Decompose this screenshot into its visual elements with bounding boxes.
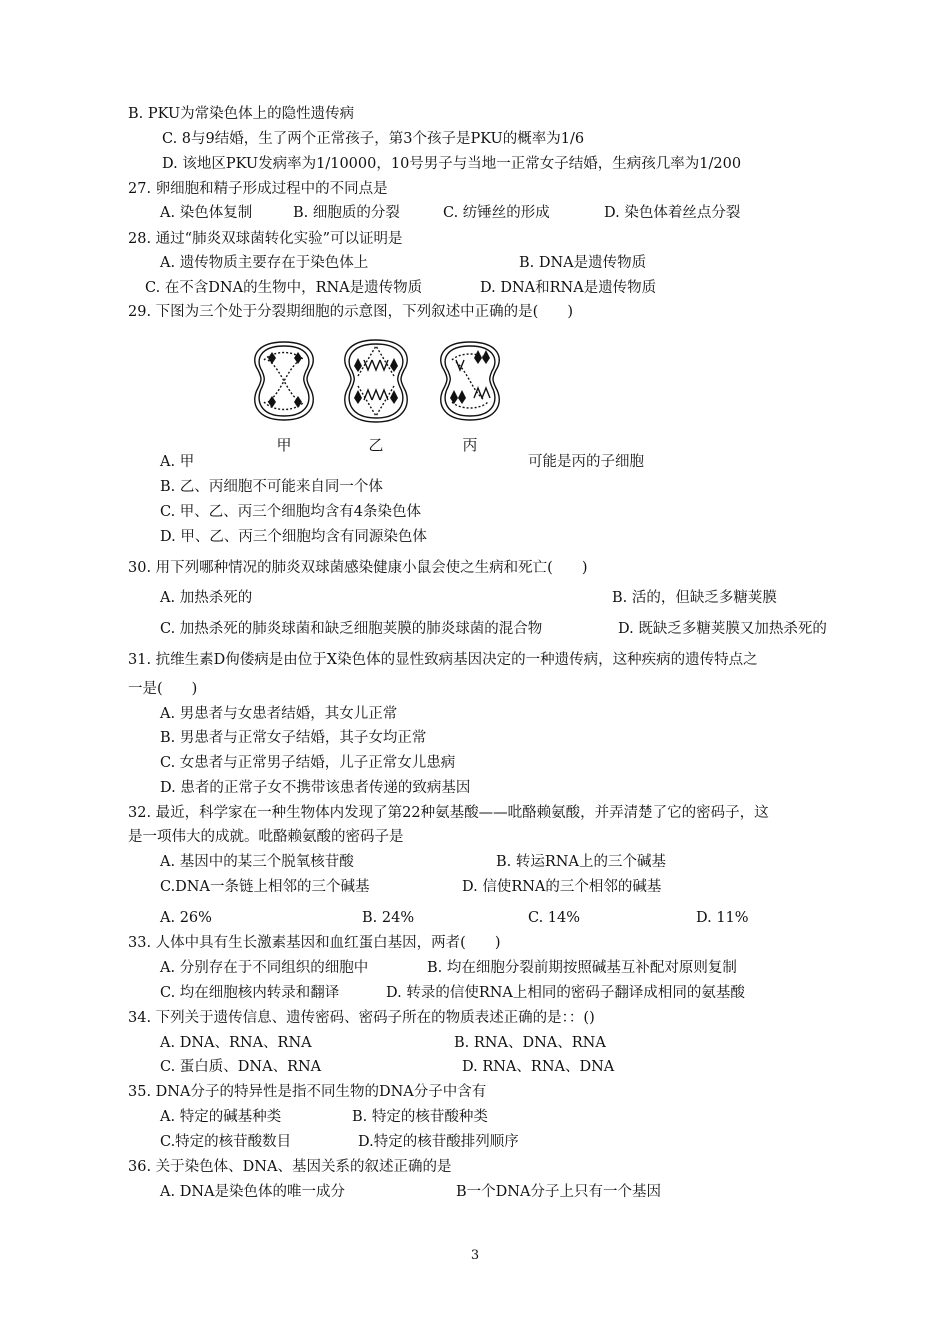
- q31-option-b: B. 男患者与正常女子结婚，其子女均正常: [160, 730, 427, 746]
- page-number: 3: [470, 1248, 480, 1263]
- q32-option-b: B. 转运RNA上的三个碱基: [496, 854, 666, 870]
- q33-option-a: A. 分别存在于不同组织的细胞中: [160, 960, 369, 976]
- q29-option-b: B. 乙、丙细胞不可能来自同一个体: [160, 479, 383, 495]
- cell-bing: [441, 342, 500, 420]
- q31-stem-line1: 31. 抗维生素D佝偻病是由位于X染色体的显性致病基因决定的一种遗传病，这种疾病的遗传特点之: [128, 652, 758, 668]
- q29-option-a-right: 可能是丙的子细胞: [528, 454, 644, 470]
- q35-option-a: A. 特定的碱基种类: [160, 1109, 282, 1125]
- q26-option-b: B. PKU为常染色体上的隐性遗传病: [128, 106, 355, 122]
- q27-option-c: C. 纺锤丝的形成: [443, 205, 550, 221]
- extra-option-d: D. 11%: [696, 910, 749, 926]
- q32-option-a: A. 基因中的某三个脱氧核苷酸: [160, 854, 354, 870]
- q28-option-c: C. 在不含DNA的生物中，RNA是遗传物质: [145, 280, 423, 296]
- q32-stem-line1: 32. 最近，科学家在一种生物体内发现了第22种氨基酸——吡酪赖氨酸，并弄清楚了它的密码子，这: [128, 805, 769, 821]
- q31-option-d: D. 患者的正常子女不携带该患者传递的致病基因: [160, 780, 471, 796]
- q30-option-a: A. 加热杀死的: [160, 590, 253, 606]
- figure-label-jia: 甲: [276, 436, 292, 454]
- q33-option-d: D. 转录的信使RNA上相同的密码子翻译成相同的氨基酸: [386, 985, 745, 1001]
- q28-option-b: B. DNA是遗传物质: [519, 255, 647, 271]
- extra-option-c: C. 14%: [528, 910, 581, 926]
- q33-option-c: C. 均在细胞核内转录和翻译: [160, 985, 340, 1001]
- q35-option-d: D.特定的核苷酸排列顺序: [358, 1134, 519, 1150]
- q28-option-a: A. 遗传物质主要存在于染色体上: [160, 255, 369, 271]
- q27-option-b: B. 细胞质的分裂: [293, 205, 400, 221]
- q34-stem: 34. 下列关于遗传信息、遗传密码、密码子所在的物质表述正确的是：：(): [128, 1010, 595, 1026]
- cell-division-figure: [246, 336, 526, 456]
- q29-stem: 29. 下图为三个处于分裂期细胞的示意图，下列叙述中正确的是( ): [128, 304, 573, 320]
- q27-option-d: D. 染色体着丝点分裂: [604, 205, 741, 221]
- q32-stem-line2: 是一项伟大的成就。吡酪赖氨酸的密码子是: [128, 829, 404, 845]
- figure-label-yi: 乙: [368, 436, 384, 454]
- q32-option-c: C.DNA一条链上相邻的三个碱基: [160, 879, 370, 895]
- cell-yi-chromosomes: [354, 358, 398, 404]
- q27-stem: 27. 卵细胞和精子形成过程中的不同点是: [128, 181, 388, 197]
- cell-bing-chromosomes: [450, 350, 490, 404]
- q36-option-a: A. DNA是染色体的唯一成分: [160, 1184, 345, 1200]
- q27-option-a: A. 染色体复制: [160, 205, 253, 221]
- q26-option-d: D. 该地区PKU发病率为1/10000，10号男子与当地一正常女子结婚，生病孩几率为1/200: [162, 156, 742, 172]
- figure-label-bing: 丙: [462, 436, 478, 454]
- q26-option-c: C. 8与9结婚，生了两个正常孩子，第3个孩子是PKU的概率为1/6: [162, 131, 585, 147]
- q32-option-d: D. 信使RNA的三个相邻的碱基: [462, 879, 662, 895]
- q28-stem: 28. 通过“肺炎双球菌转化实验”可以证明是: [128, 231, 403, 247]
- q33-option-b: B. 均在细胞分裂前期按照碱基互补配对原则复制: [427, 960, 737, 976]
- q30-option-d: D. 既缺乏多糖荚膜又加热杀死的: [618, 621, 827, 637]
- cell-jia: [255, 342, 314, 420]
- q31-stem-line2: 一是( ): [128, 681, 198, 697]
- q33-stem: 33. 人体中具有生长激素基因和血红蛋白基因，两者( ): [128, 935, 501, 951]
- q29-option-a-left: A. 甲: [160, 454, 195, 470]
- q35-stem: 35. DNA分子的特异性是指不同生物的DNA分子中含有: [128, 1084, 487, 1100]
- extra-option-a: A. 26%: [160, 910, 212, 926]
- q34-option-d: D. RNA、RNA、DNA: [462, 1059, 615, 1075]
- q30-option-c: C. 加热杀死的肺炎球菌和缺乏细胞荚膜的肺炎球菌的混合物: [160, 621, 543, 637]
- q31-option-a: A. 男患者与女患者结婚，其女儿正常: [160, 706, 398, 722]
- q31-option-c: C. 女患者与正常男子结婚，儿子正常女儿患病: [160, 755, 456, 771]
- q35-option-b: B. 特定的核苷酸种类: [352, 1109, 488, 1125]
- cell-yi: [345, 340, 407, 422]
- extra-option-b: B. 24%: [362, 910, 415, 926]
- q29-option-d: D. 甲、乙、丙三个细胞均含有同源染色体: [160, 529, 427, 545]
- q34-option-b: B. RNA、DNA、RNA: [454, 1035, 606, 1051]
- q30-stem: 30. 用下列哪种情况的肺炎双球菌感染健康小鼠会使之生病和死亡( ): [128, 560, 588, 576]
- q34-option-a: A. DNA、RNA、RNA: [160, 1035, 312, 1051]
- q30-option-b: B. 活的，但缺乏多糖荚膜: [612, 590, 777, 606]
- q36-stem: 36. 关于染色体、DNA、基因关系的叙述正确的是: [128, 1159, 452, 1175]
- q36-option-b: B一个DNA分子上只有一个基因: [456, 1184, 661, 1200]
- q28-option-d: D. DNA和RNA是遗传物质: [480, 280, 657, 296]
- q35-option-c: C.特定的核苷酸数目: [160, 1134, 292, 1150]
- q29-option-c: C. 甲、乙、丙三个细胞均含有4条染色体: [160, 504, 422, 520]
- q34-option-c: C. 蛋白质、DNA、RNA: [160, 1059, 322, 1075]
